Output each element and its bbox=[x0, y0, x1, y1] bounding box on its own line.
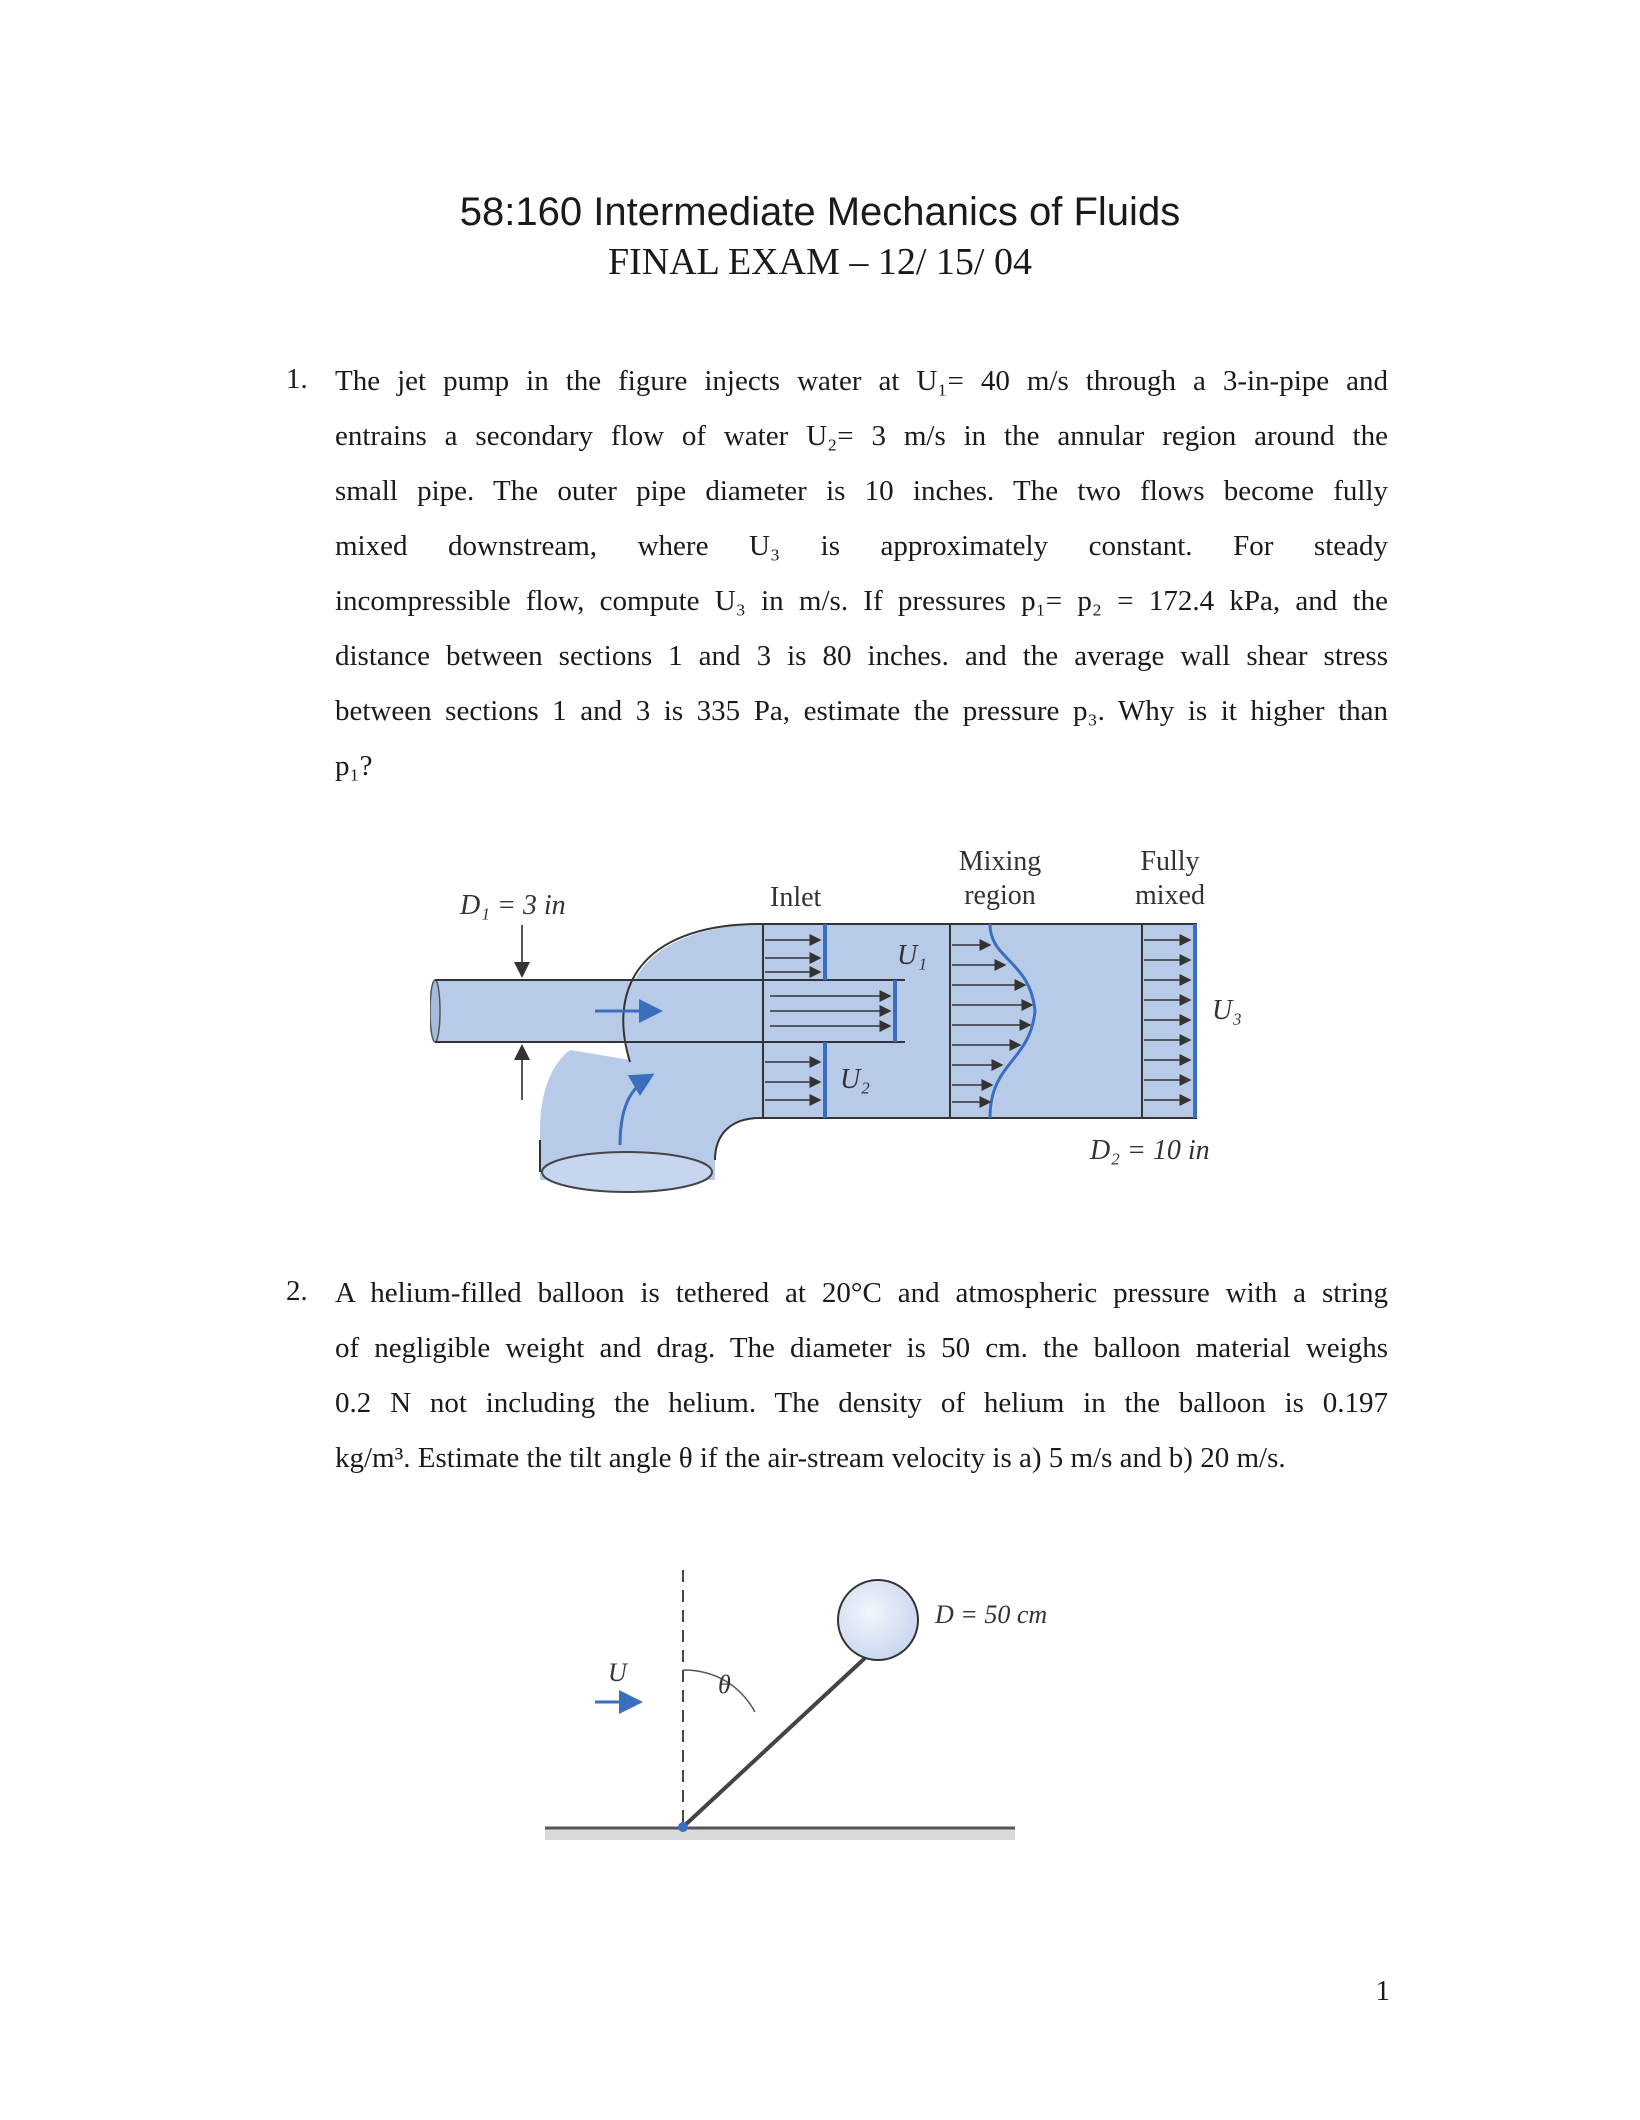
question-1-line: distance between sections 1 and 3 is 80 inches. and the average wall shear stress bbox=[335, 640, 1388, 672]
theta-label: θ bbox=[718, 1670, 731, 1699]
question-1-line: small pipe. The outer pipe diameter is 10 inches. The two flows become fully bbox=[335, 475, 1388, 507]
d2-label: D₂ = 10 in bbox=[1090, 1135, 1210, 1166]
question-2-line: kg/m³. Estimate the tilt angle θ if the air-stream velocity is a) 5 m/s and b) 20 m/s. bbox=[335, 1442, 1286, 1474]
u3-label: U₃ bbox=[1212, 995, 1242, 1026]
balloon-diagram bbox=[540, 1540, 1100, 1880]
question-1-number: 1. bbox=[286, 363, 308, 395]
question-1-line: The jet pump in the figure injects water at U₁= 40 m/s through a 3-in-pipe and bbox=[335, 365, 1388, 397]
tether-anchor bbox=[678, 1822, 688, 1832]
u1-label: U₁ bbox=[897, 940, 927, 971]
region-label: region bbox=[964, 880, 1036, 911]
page-title: 58:160 Intermediate Mechanics of Fluids bbox=[459, 190, 1181, 234]
u2-label: U₂ bbox=[840, 1064, 870, 1095]
question-1-line: between sections 1 and 3 is 335 Pa, estimate the pressure p₃. Why is it higher than bbox=[335, 695, 1388, 727]
velocity-label: U bbox=[608, 1658, 627, 1687]
page-number: 1 bbox=[1375, 1975, 1390, 2007]
question-2-line: A helium-filled balloon is tethered at 20°C and atmospheric pressure with a string bbox=[335, 1277, 1388, 1309]
inner-pipe-end bbox=[430, 980, 440, 1042]
inlet-label: Inlet bbox=[770, 882, 822, 913]
question-2-line: of negligible weight and drag. The diameter is 50 cm. the balloon material weighs bbox=[335, 1332, 1388, 1364]
balloon-figure bbox=[540, 1540, 1100, 1880]
fully-label: Fully bbox=[1140, 846, 1200, 877]
mixed-label: mixed bbox=[1135, 880, 1205, 911]
question-1-line: incompressible flow, compute U₃ in m/s. If pressures p₁= p₂ = 172.4 kPa, and the bbox=[335, 585, 1388, 617]
question-2-number: 2. bbox=[286, 1275, 308, 1307]
question-2-line: 0.2 N not including the helium. The density of helium in the balloon is 0.197 bbox=[335, 1387, 1388, 1419]
mixing-label: Mixing bbox=[958, 846, 1042, 877]
tether-string bbox=[683, 1658, 865, 1827]
bottom-opening bbox=[542, 1152, 712, 1192]
exam-date-title: FINAL EXAM – 12/ 15/ 04 bbox=[608, 241, 1032, 283]
question-1-line: mixed downstream, where U₃ is approximately constant. For steady bbox=[335, 530, 1388, 562]
balloon bbox=[838, 1580, 918, 1660]
ground bbox=[545, 1828, 1015, 1840]
question-1-line: p₁? bbox=[335, 750, 373, 782]
balloon-diameter-label: D = 50 cm bbox=[935, 1600, 1048, 1629]
jet-pump-figure bbox=[430, 800, 1250, 1220]
question-1-line: entrains a secondary flow of water U₂= 3 m/s in the annular region around the bbox=[335, 420, 1388, 452]
d1-label: D₁ = 3 in bbox=[460, 890, 566, 921]
